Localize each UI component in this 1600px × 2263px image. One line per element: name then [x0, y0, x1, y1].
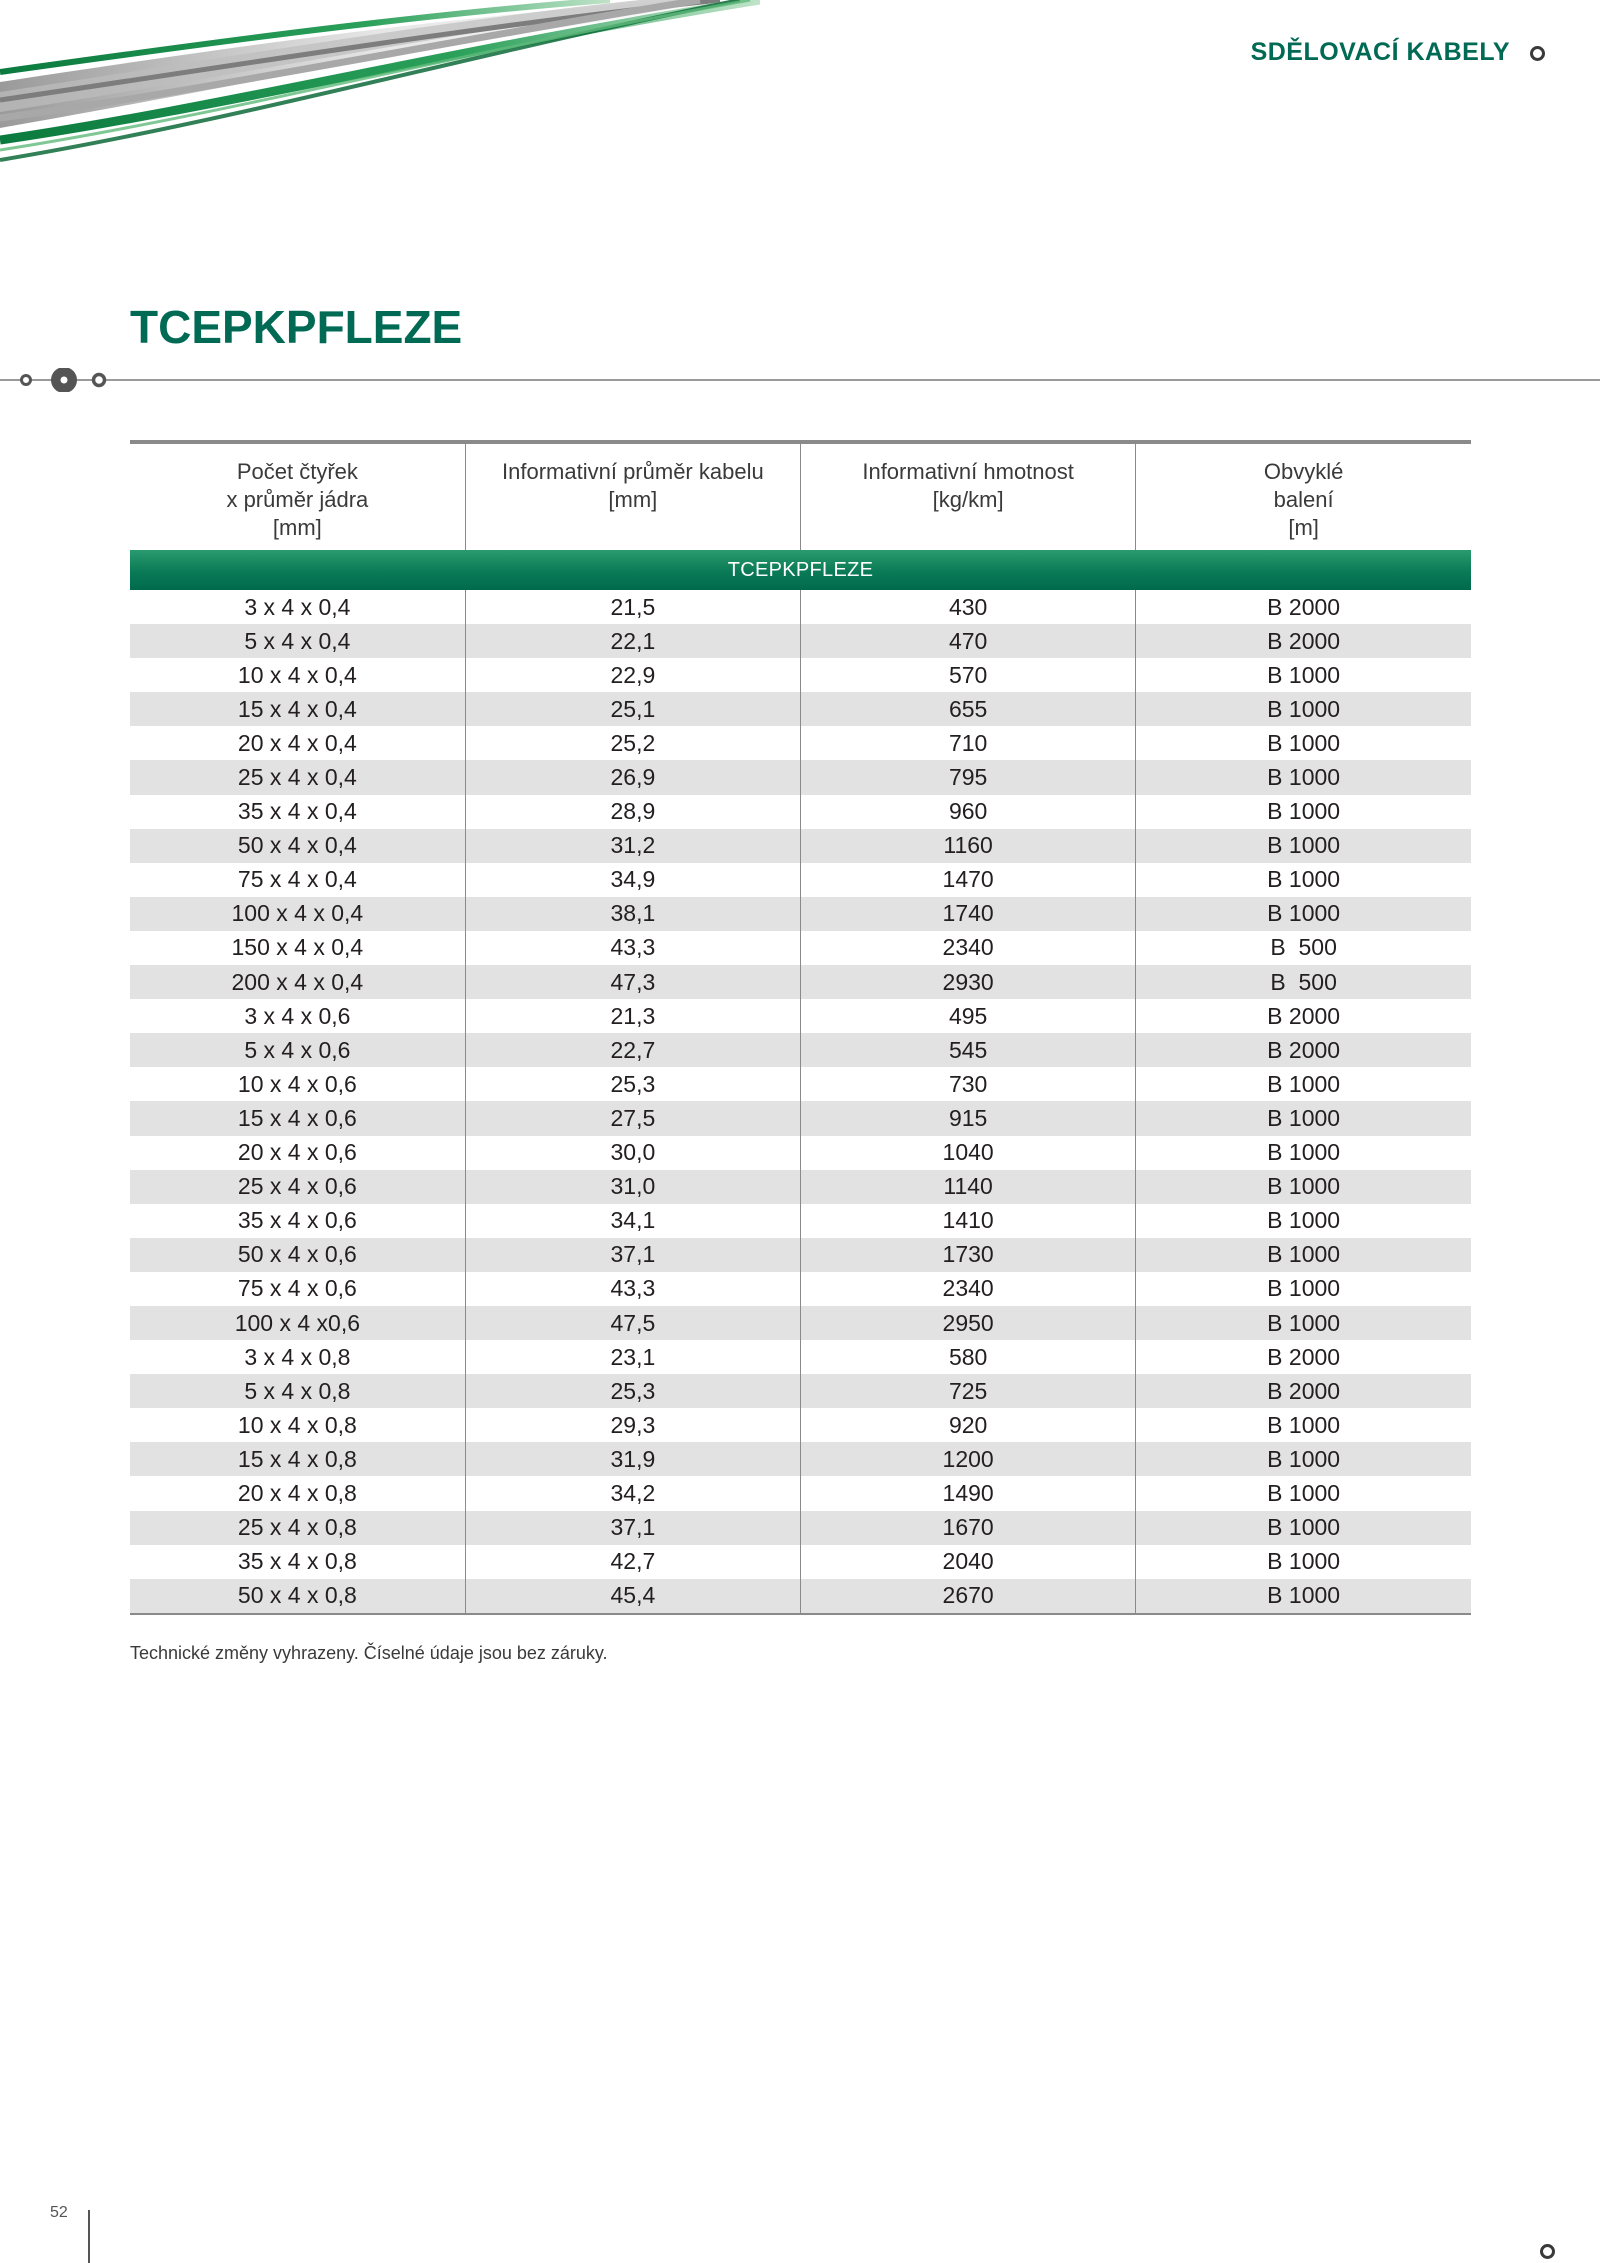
- table-cell: [801, 590, 1136, 624]
- table-row: [130, 1033, 1471, 1067]
- cell-weight: 2950: [942, 1309, 994, 1336]
- cell-packaging: B 1000: [1267, 764, 1341, 791]
- table-cell: [801, 999, 1136, 1033]
- cell-diameter: 37,1: [610, 1514, 656, 1541]
- table-cell: [801, 1272, 1136, 1306]
- cell-conductors: 100 x 4 x 0,4: [231, 900, 364, 927]
- table-cell: [801, 863, 1136, 897]
- table-cell: [465, 795, 800, 829]
- table-cell: [465, 760, 800, 794]
- cell-diameter: 22,7: [610, 1036, 656, 1063]
- table-row: [130, 1374, 1471, 1408]
- column-header-weight: Informativní hmotnost [kg/km]: [801, 442, 1136, 550]
- cell-weight: 1140: [943, 1173, 993, 1200]
- cell-packaging: B 2000: [1267, 1002, 1341, 1029]
- table-row: [130, 1511, 1471, 1545]
- table-row: [130, 1306, 1471, 1340]
- cell-packaging: B 1000: [1267, 1104, 1341, 1131]
- table-row: [130, 624, 1471, 658]
- cell-packaging: B 1000: [1267, 1514, 1341, 1541]
- table-cell: [465, 1204, 800, 1238]
- cell-conductors: 50 x 4 x 0,4: [237, 832, 357, 859]
- cell-weight: 1200: [942, 1445, 994, 1472]
- cell-diameter: 38,1: [610, 900, 656, 927]
- table-cell: [130, 1101, 465, 1135]
- cell-conductors: 20 x 4 x 0,6: [237, 1139, 357, 1166]
- cell-conductors: 150 x 4 x 0,4: [231, 934, 364, 961]
- cell-packaging: B 1000: [1267, 1445, 1341, 1472]
- table-cell: [465, 1579, 800, 1614]
- cell-diameter: 22,1: [610, 627, 656, 654]
- table-cell: [130, 1579, 465, 1614]
- table-row: [130, 1136, 1471, 1170]
- table-cell: [801, 1442, 1136, 1476]
- table-cell: [465, 1374, 800, 1408]
- ring-icon: [1540, 2244, 1555, 2259]
- table-cell: [801, 726, 1136, 760]
- cell-weight: 655: [948, 695, 988, 722]
- cell-diameter: 21,5: [610, 593, 656, 620]
- table-cell: [1136, 863, 1471, 897]
- table-cell: [130, 897, 465, 931]
- table-cell: [801, 1033, 1136, 1067]
- cell-weight: 580: [948, 1343, 988, 1370]
- cell-diameter: 37,1: [610, 1241, 656, 1268]
- table-cell: [801, 760, 1136, 794]
- cell-packaging: B 2000: [1267, 1343, 1341, 1370]
- cell-conductors: 3 x 4 x 0,8: [244, 1343, 351, 1370]
- cell-packaging: B 1000: [1267, 729, 1341, 756]
- cell-diameter: 31,2: [610, 832, 656, 859]
- cell-packaging: B 1000: [1267, 1411, 1341, 1438]
- table-cell: [465, 1545, 800, 1579]
- cell-weight: 725: [948, 1377, 988, 1404]
- cell-conductors: 20 x 4 x 0,4: [237, 729, 357, 756]
- cell-weight: 1160: [943, 832, 993, 859]
- table-cell: [801, 1067, 1136, 1101]
- cell-weight: 915: [948, 1104, 988, 1131]
- column-header-conductors: Počet čtyřek x průměr jádra [mm]: [130, 442, 465, 550]
- table-cell: [1136, 1579, 1471, 1614]
- table-cell: [801, 1101, 1136, 1135]
- table-row: [130, 1204, 1471, 1238]
- cell-packaging: B 1000: [1267, 1173, 1341, 1200]
- table-row: [130, 1545, 1471, 1579]
- cell-conductors: 15 x 4 x 0,8: [237, 1445, 357, 1472]
- table-cell: [130, 1238, 465, 1272]
- table-cell: [801, 1545, 1136, 1579]
- table-cell: [1136, 692, 1471, 726]
- cell-conductors: 50 x 4 x 0,6: [237, 1241, 357, 1268]
- table-cell: [1136, 931, 1471, 965]
- table-cell: [1136, 1511, 1471, 1545]
- table-cell: [465, 726, 800, 760]
- table-cell: [465, 1238, 800, 1272]
- table-cell: [465, 1272, 800, 1306]
- cell-diameter: 43,3: [610, 934, 656, 961]
- table-row: [130, 1170, 1471, 1204]
- column-header-diameter: Informativní průměr kabelu [mm]: [465, 442, 800, 550]
- cell-weight: 545: [948, 1036, 988, 1063]
- table-row: [130, 760, 1471, 794]
- cell-diameter: 25,3: [610, 1377, 656, 1404]
- table-row: [130, 897, 1471, 931]
- cell-weight: 1670: [942, 1514, 994, 1541]
- cell-diameter: 25,3: [610, 1070, 656, 1097]
- table-cell: [801, 1170, 1136, 1204]
- cell-packaging: B 1000: [1267, 1548, 1341, 1575]
- cell-packaging: B 1000: [1267, 900, 1341, 927]
- cell-conductors: 3 x 4 x 0,6: [244, 1002, 351, 1029]
- cell-conductors: 50 x 4 x 0,8: [237, 1582, 357, 1609]
- table-row: [130, 1408, 1471, 1442]
- table-cell: [465, 1067, 800, 1101]
- table-cell: [130, 965, 465, 999]
- table-row: [130, 829, 1471, 863]
- cell-packaging: B 1000: [1267, 798, 1341, 825]
- table-row: [130, 1101, 1471, 1135]
- cell-packaging: B 1000: [1267, 661, 1341, 688]
- table-row: [130, 590, 1471, 624]
- table-cell: [1136, 965, 1471, 999]
- table-cell: [130, 658, 465, 692]
- cell-conductors: 35 x 4 x 0,4: [237, 798, 357, 825]
- table-cell: [1136, 1136, 1471, 1170]
- cell-weight: 1040: [942, 1139, 994, 1166]
- cell-diameter: 47,3: [610, 968, 656, 995]
- cell-diameter: 29,3: [610, 1411, 656, 1438]
- table-cell: [1136, 1545, 1471, 1579]
- cell-weight: 795: [948, 764, 988, 791]
- table-cell: [130, 795, 465, 829]
- table-group-row: [130, 550, 1471, 590]
- cell-diameter: 22,9: [610, 661, 656, 688]
- footnote: Technické změny vyhrazeny. Číselné údaje jsou bez záruky.: [130, 1643, 608, 1663]
- cell-conductors: 100 x 4 x0,6: [234, 1309, 361, 1336]
- table-cell: [1136, 999, 1471, 1033]
- cell-packaging: B 1000: [1267, 1275, 1341, 1302]
- table-cell: [130, 1272, 465, 1306]
- table-cell: [1136, 1442, 1471, 1476]
- table-cell: [1136, 658, 1471, 692]
- column-header-packaging: Obvyklé balení [m]: [1136, 442, 1471, 550]
- table-cell: [1136, 1204, 1471, 1238]
- cell-conductors: 10 x 4 x 0,6: [237, 1070, 357, 1097]
- cell-weight: 1490: [942, 1479, 994, 1506]
- table-cell: [465, 590, 800, 624]
- table-cell: [1136, 624, 1471, 658]
- table-cell: [465, 1101, 800, 1135]
- table-cell: [801, 658, 1136, 692]
- cell-packaging: B 1000: [1267, 1241, 1341, 1268]
- cell-weight: 2930: [942, 968, 994, 995]
- page-number: 52: [50, 2204, 68, 2221]
- table-cell: [801, 1340, 1136, 1374]
- cell-diameter: 25,1: [610, 695, 656, 722]
- table-cell: [801, 1476, 1136, 1510]
- cell-diameter: 42,7: [610, 1548, 656, 1575]
- cell-weight: 1410: [942, 1207, 994, 1234]
- cell-weight: 730: [948, 1070, 988, 1097]
- cell-diameter: 34,2: [610, 1479, 656, 1506]
- cell-weight: 2340: [942, 1275, 994, 1302]
- table-cell: [130, 1442, 465, 1476]
- table-cell: [1136, 1238, 1471, 1272]
- table-cell: [1136, 1476, 1471, 1510]
- table-row: [130, 931, 1471, 965]
- cell-packaging: B 2000: [1267, 1377, 1341, 1404]
- table-header-row: [130, 442, 1471, 550]
- table-cell: [801, 1306, 1136, 1340]
- table-cell: [801, 897, 1136, 931]
- cell-diameter: 25,2: [610, 729, 656, 756]
- cell-diameter: 21,3: [610, 1002, 656, 1029]
- table-cell: [801, 1204, 1136, 1238]
- table-cell: [801, 692, 1136, 726]
- table-cell: [801, 795, 1136, 829]
- cell-conductors: 10 x 4 x 0,4: [237, 661, 357, 688]
- table-cell: [1136, 1340, 1471, 1374]
- cell-packaging: B 1000: [1267, 1309, 1341, 1336]
- table-cell: [465, 965, 800, 999]
- cell-conductors: 10 x 4 x 0,8: [237, 1411, 357, 1438]
- table-cell: [1136, 760, 1471, 794]
- table-cell: [1136, 1374, 1471, 1408]
- table-cell: [130, 760, 465, 794]
- table-cell: [465, 658, 800, 692]
- table-cell: [130, 1204, 465, 1238]
- table-cell: [130, 1340, 465, 1374]
- table-cell: [465, 829, 800, 863]
- table-cell: [1136, 726, 1471, 760]
- table-cell: [130, 1306, 465, 1340]
- cell-conductors: 75 x 4 x 0,6: [237, 1275, 357, 1302]
- cell-packaging: B 1000: [1267, 1070, 1341, 1097]
- table-cell: [130, 1545, 465, 1579]
- cell-packaging: B 500: [1270, 968, 1337, 995]
- table-row: [130, 795, 1471, 829]
- table-cell: [130, 692, 465, 726]
- cell-diameter: 30,0: [610, 1139, 656, 1166]
- cell-packaging: B 1000: [1267, 832, 1341, 859]
- page-title: TCEPKPFLEZE: [130, 301, 463, 353]
- cell-conductors: 25 x 4 x 0,8: [237, 1514, 357, 1541]
- cell-conductors: 75 x 4 x 0,4: [237, 866, 357, 893]
- table-cell: [465, 897, 800, 931]
- table-cell: [130, 1170, 465, 1204]
- cell-conductors: 25 x 4 x 0,4: [237, 764, 357, 791]
- cell-conductors: 35 x 4 x 0,8: [237, 1548, 357, 1575]
- table-cell: [1136, 1101, 1471, 1135]
- table-cell: [1136, 590, 1471, 624]
- table-cell: [465, 1170, 800, 1204]
- table-row: [130, 1442, 1471, 1476]
- table-cell: [130, 726, 465, 760]
- table-cell: [1136, 1272, 1471, 1306]
- table-row: [130, 1067, 1471, 1101]
- table-cell: [130, 1476, 465, 1510]
- table-cell: [1136, 795, 1471, 829]
- table-cell: [465, 1136, 800, 1170]
- cell-packaging: B 1000: [1267, 1479, 1341, 1506]
- table-row: [130, 1579, 1471, 1614]
- table-cell: [130, 999, 465, 1033]
- table-cell: [801, 1136, 1136, 1170]
- table-cell: [465, 692, 800, 726]
- cell-diameter: 23,1: [610, 1343, 656, 1370]
- table-cell: [465, 931, 800, 965]
- cell-weight: 2340: [942, 934, 994, 961]
- cell-diameter: 34,9: [610, 866, 656, 893]
- cell-weight: 495: [948, 1002, 988, 1029]
- table-cell: [465, 1306, 800, 1340]
- table-row: [130, 726, 1471, 760]
- table-row: [130, 692, 1471, 726]
- cell-weight: 570: [948, 661, 988, 688]
- table-cell: [1136, 1408, 1471, 1442]
- cell-packaging: B 1000: [1267, 1139, 1341, 1166]
- table-cell: [465, 1511, 800, 1545]
- table-cell: [801, 965, 1136, 999]
- cell-diameter: 27,5: [610, 1104, 656, 1131]
- table-cell: [130, 1033, 465, 1067]
- cell-weight: 960: [948, 798, 988, 825]
- table-cell: [130, 590, 465, 624]
- table-row: [130, 658, 1471, 692]
- table-cell: [801, 1408, 1136, 1442]
- table-cell: [801, 1374, 1136, 1408]
- cell-weight: 1730: [942, 1241, 994, 1268]
- cell-diameter: 45,4: [610, 1582, 656, 1609]
- cell-packaging: B 1000: [1267, 695, 1341, 722]
- table-cell: [130, 1374, 465, 1408]
- cell-diameter: 31,0: [610, 1173, 656, 1200]
- table-cell: [801, 931, 1136, 965]
- table-cell: [465, 1408, 800, 1442]
- table-cell: [465, 1340, 800, 1374]
- table-cell: [465, 1476, 800, 1510]
- cable-spec-table: [130, 440, 1471, 1615]
- table-cell: [130, 829, 465, 863]
- cable-decoration: [0, 0, 760, 190]
- table-row: [130, 1272, 1471, 1306]
- cell-diameter: 43,3: [610, 1275, 656, 1302]
- cell-packaging: B 500: [1270, 934, 1337, 961]
- cell-conductors: 3 x 4 x 0,4: [244, 593, 351, 620]
- table-row: [130, 1238, 1471, 1272]
- table-cell: [801, 1511, 1136, 1545]
- cell-weight: 1740: [942, 900, 994, 927]
- cell-conductors: 15 x 4 x 0,4: [237, 695, 357, 722]
- cell-weight: 2670: [942, 1582, 994, 1609]
- cell-weight: 1470: [942, 866, 994, 893]
- table-cell: [1136, 1306, 1471, 1340]
- table-cell: [1136, 1170, 1471, 1204]
- cell-diameter: 31,9: [610, 1445, 656, 1472]
- table-row: [130, 965, 1471, 999]
- table-row: [130, 863, 1471, 897]
- cell-diameter: 26,9: [610, 764, 656, 791]
- table-cell: [465, 624, 800, 658]
- table-cell: [130, 863, 465, 897]
- table-cell: [1136, 829, 1471, 863]
- cell-conductors: 5 x 4 x 0,6: [244, 1036, 351, 1063]
- footer-rule: [88, 2210, 90, 2263]
- table-row: [130, 1476, 1471, 1510]
- cell-conductors: 15 x 4 x 0,6: [237, 1104, 357, 1131]
- table-cell: [1136, 1033, 1471, 1067]
- table-cell: [465, 863, 800, 897]
- cell-conductors: 5 x 4 x 0,4: [244, 627, 351, 654]
- table-row: [130, 1340, 1471, 1374]
- table-cell: [801, 624, 1136, 658]
- cell-weight: 920: [948, 1411, 988, 1438]
- table-cell: [801, 1579, 1136, 1614]
- cell-conductors: 20 x 4 x 0,8: [237, 1479, 357, 1506]
- table-cell: [130, 931, 465, 965]
- ring-icon: [1530, 46, 1545, 61]
- cell-weight: 2040: [942, 1548, 994, 1575]
- cell-conductors: 25 x 4 x 0,6: [237, 1173, 357, 1200]
- cell-packaging: B 1000: [1267, 1582, 1341, 1609]
- title-rule-with-rings: [0, 368, 1600, 392]
- table-cell: [1136, 897, 1471, 931]
- table-cell: [801, 1238, 1136, 1272]
- table-cell: [130, 624, 465, 658]
- cell-weight: 470: [948, 627, 988, 654]
- table-cell: [130, 1136, 465, 1170]
- table-cell: [130, 1067, 465, 1101]
- cell-weight: 430: [948, 593, 988, 620]
- table-group-label: TCEPKPFLEZE: [130, 550, 1471, 590]
- table-cell: [130, 1511, 465, 1545]
- cell-diameter: 47,5: [610, 1309, 656, 1336]
- cell-packaging: B 2000: [1267, 627, 1341, 654]
- cell-conductors: 5 x 4 x 0,8: [244, 1377, 351, 1404]
- table-row: [130, 999, 1471, 1033]
- cell-packaging: B 1000: [1267, 1207, 1341, 1234]
- table-cell: [130, 1408, 465, 1442]
- cell-diameter: 28,9: [610, 798, 656, 825]
- cell-packaging: B 2000: [1267, 1036, 1341, 1063]
- cell-weight: 710: [948, 729, 988, 756]
- cell-packaging: B 1000: [1267, 866, 1341, 893]
- cell-diameter: 34,1: [610, 1207, 656, 1234]
- section-label: SDĚLOVACÍ KABELY: [1250, 38, 1510, 66]
- cell-conductors: 35 x 4 x 0,6: [237, 1207, 357, 1234]
- cell-conductors: 200 x 4 x 0,4: [231, 968, 364, 995]
- table-cell: [801, 829, 1136, 863]
- table-cell: [1136, 1067, 1471, 1101]
- cell-packaging: B 2000: [1267, 593, 1341, 620]
- table-cell: [465, 1442, 800, 1476]
- table-cell: [465, 1033, 800, 1067]
- table-cell: [465, 999, 800, 1033]
